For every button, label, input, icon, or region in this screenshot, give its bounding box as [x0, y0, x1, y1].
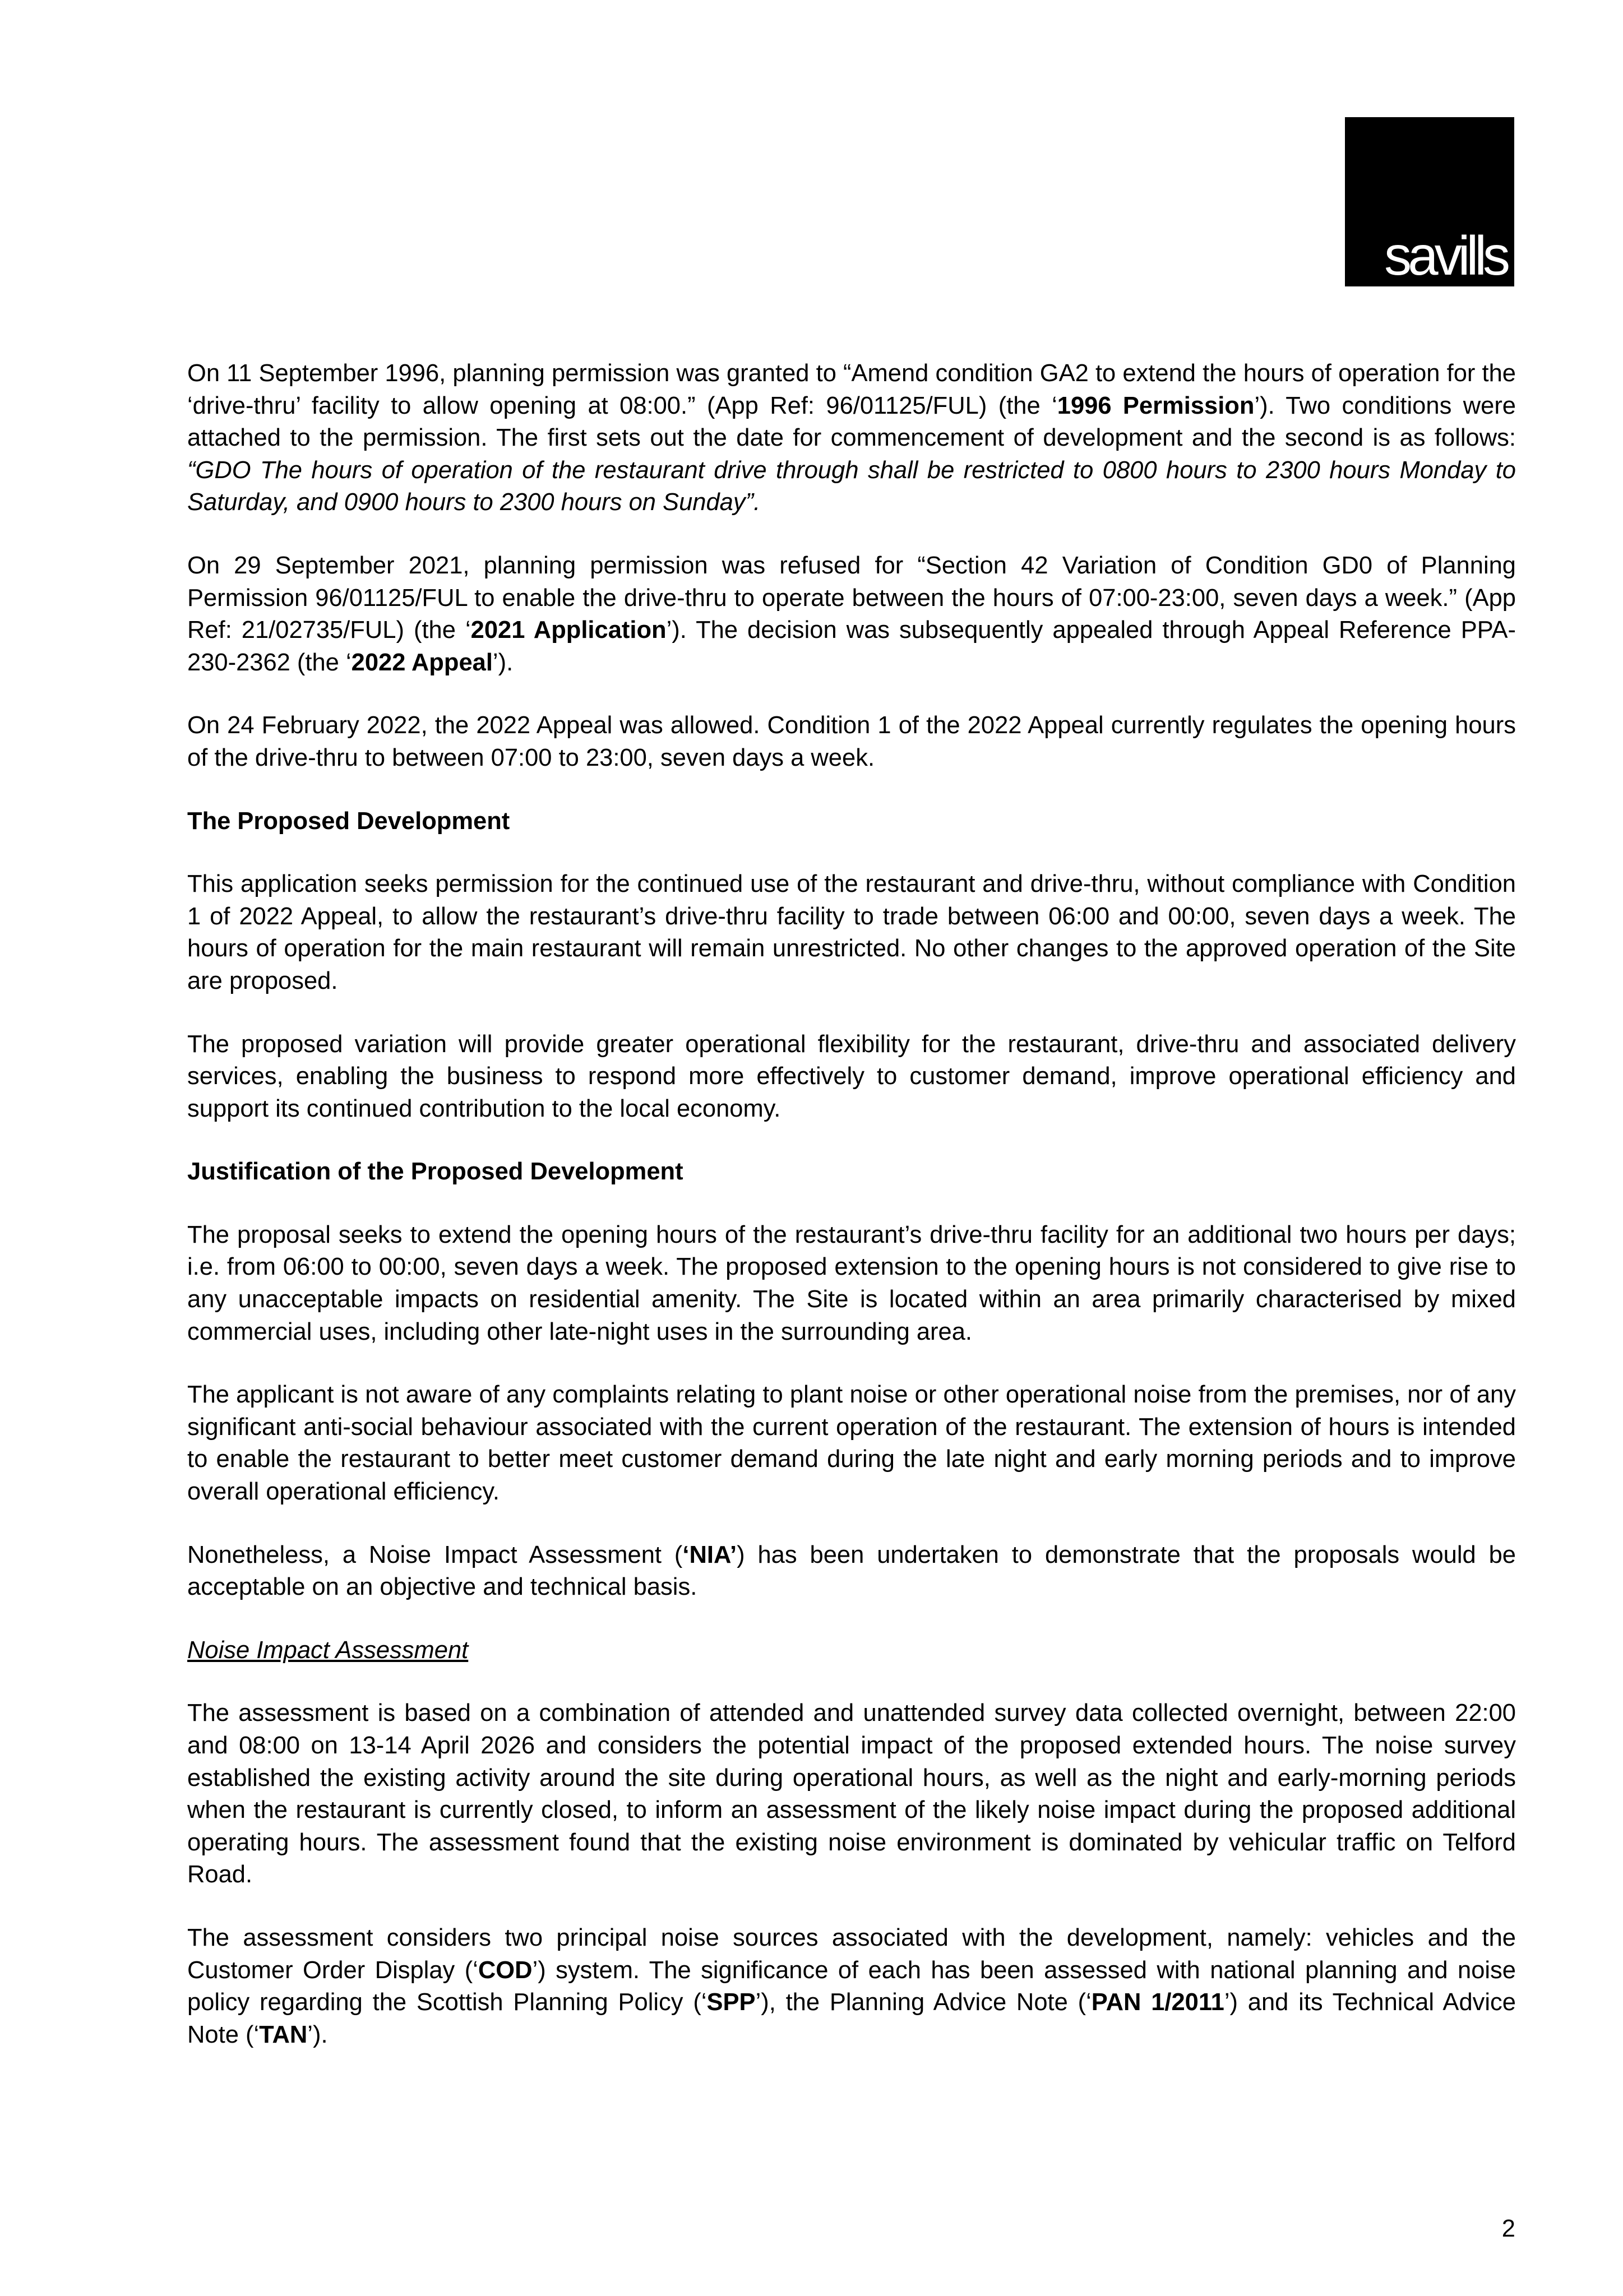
heading-justification: Justification of the Proposed Development: [187, 1158, 683, 1186]
defined-term-spp: SPP: [706, 1989, 756, 2016]
text-run: On 11 September 1996, planning permission was granted to “Amend condition GA2 to extend the hours of operation for the ‘drive-thru’ facility to allow opening at 08:00.” (App Ref: 96/01125/FUL) (the ‘: [187, 360, 1516, 419]
defined-term-tan: TAN: [259, 2021, 308, 2048]
text-run: ’). Two conditions were attached to the permission. The first sets out the date for commencement of development and the second is as follows:: [187, 392, 1516, 452]
defined-term-nia: ‘NIA’: [682, 1541, 737, 1568]
text-run: Nonetheless, a Noise Impact Assessment (: [187, 1541, 683, 1568]
paragraph-nia: [187, 1539, 1516, 1604]
document-body: [187, 358, 1516, 2082]
text-run: ’) and its Technical Advice Note (‘: [187, 1989, 1516, 2048]
text-run: ’).: [492, 649, 514, 676]
paragraph-extension-hours: The proposal seeks to extend the opening hours of the restaurant’s drive-thru facility for an additional two hours per days; i.e. from 06:00 to 00:00, seven days a week. The proposed extension to the opening hours is not considered to give rise to any unacceptable impacts on residential amenity. The Site is located within an area primarily characterised by mixed commercial uses, including other late-night uses in the surrounding area.: [187, 1221, 1516, 1345]
logo-text: savills: [1384, 225, 1506, 286]
paragraph-2022-appeal: On 24 February 2022, the 2022 Appeal was allowed. Condition 1 of the 2022 Appeal currently regulates the opening hours of the drive-thru to between 07:00 to 23:00, seven days a week.: [187, 712, 1516, 771]
text-run: On 29 September 2021, planning permission was refused for “Section 42 Variation of Condition GD0 of Planning Permission 96/01125/FUL to enable the drive-thru to operate between the hours of 07:00-23:00, seven days a week.” (App Ref: 21/02735/FUL) (the ‘: [187, 552, 1516, 644]
defined-term-2022-appeal: 2022 Appeal: [351, 649, 493, 676]
heading-proposed-development: The Proposed Development: [187, 807, 510, 835]
defined-term-cod: COD: [478, 1956, 533, 1984]
paragraph-2021-application: [187, 550, 1516, 679]
paragraph-noise-sources: [187, 1922, 1516, 2051]
text-run: ) has been undertaken to demonstrate that the proposals would be acceptable on an objective and technical basis.: [187, 1541, 1516, 1601]
text-run: ’).: [307, 2021, 328, 2048]
paragraph-operational-flexibility: The proposed variation will provide greater operational flexibility for the restaurant, drive-thru and associated delivery services, enabling the business to respond more effectively to customer demand, improve operational efficiency and support its continued contribution to the local economy.: [187, 1030, 1516, 1122]
paragraph-1996-permission: [187, 358, 1516, 519]
savills-logo: [1345, 117, 1514, 286]
text-run: ’). The decision was subsequently appealed through Appeal Reference PPA-230-2362 (the ‘: [187, 617, 1516, 676]
paragraph-complaints: The applicant is not aware of any complaints relating to plant noise or other operational noise from the premises, nor of any significant anti-social behaviour associated with the current operation of the restaurant. The extension of hours is intended to enable the restaurant to better meet customer demand during the late night and early morning periods and to improve overall operational efficiency.: [187, 1381, 1516, 1506]
defined-term-2021-application: 2021 Application: [470, 617, 667, 644]
paragraph-application-scope: This application seeks permission for the continued use of the restaurant and drive-thru, without compliance with Condition 1 of 2022 Appeal, to allow the restaurant’s drive-thru facility to trade between 06:00 and 00:00, seven days a week. The hours of operation for the main restaurant will remain unrestricted. No other changes to the approved operation of the Site are proposed.: [187, 871, 1516, 994]
defined-term-pan: PAN 1/2011: [1091, 1989, 1224, 2016]
text-run: ’), the Planning Advice Note (‘: [755, 1989, 1092, 2016]
subheading-noise-impact-assessment: Noise Impact Assessment: [187, 1636, 469, 1664]
page-number: 2: [1501, 2215, 1515, 2242]
text-run: ’) system. The significance of each has been assessed with national planning and noise policy regarding the Scottish Planning Policy (‘: [187, 1956, 1516, 2016]
defined-term-1996-permission: 1996 Permission: [1057, 392, 1255, 419]
text-run: The assessment considers two principal noise sources associated with the development, namely: vehicles and the Customer Order Display (‘: [187, 1924, 1516, 1984]
paragraph-assessment-basis: The assessment is based on a combination of attended and unattended survey data collected overnight, between 22:00 and 08:00 on 13-14 April 2026 and considers the potential impact of the proposed extended hours. The noise survey established the existing activity around the site during operational hours, as well as the night and early-morning periods when the restaurant is currently closed, to inform an assessment of the likely noise impact during the proposed additional operating hours. The assessment found that the existing noise environment is dominated by vehicular traffic on Telford Road.: [187, 1700, 1516, 1888]
quoted-condition: “GDO The hours of operation of the restaurant drive through shall be restricted to 0800 hours to 2300 hours Monday to Saturday, and 0900 hours to 2300 hours on Sunday”.: [187, 456, 1516, 516]
